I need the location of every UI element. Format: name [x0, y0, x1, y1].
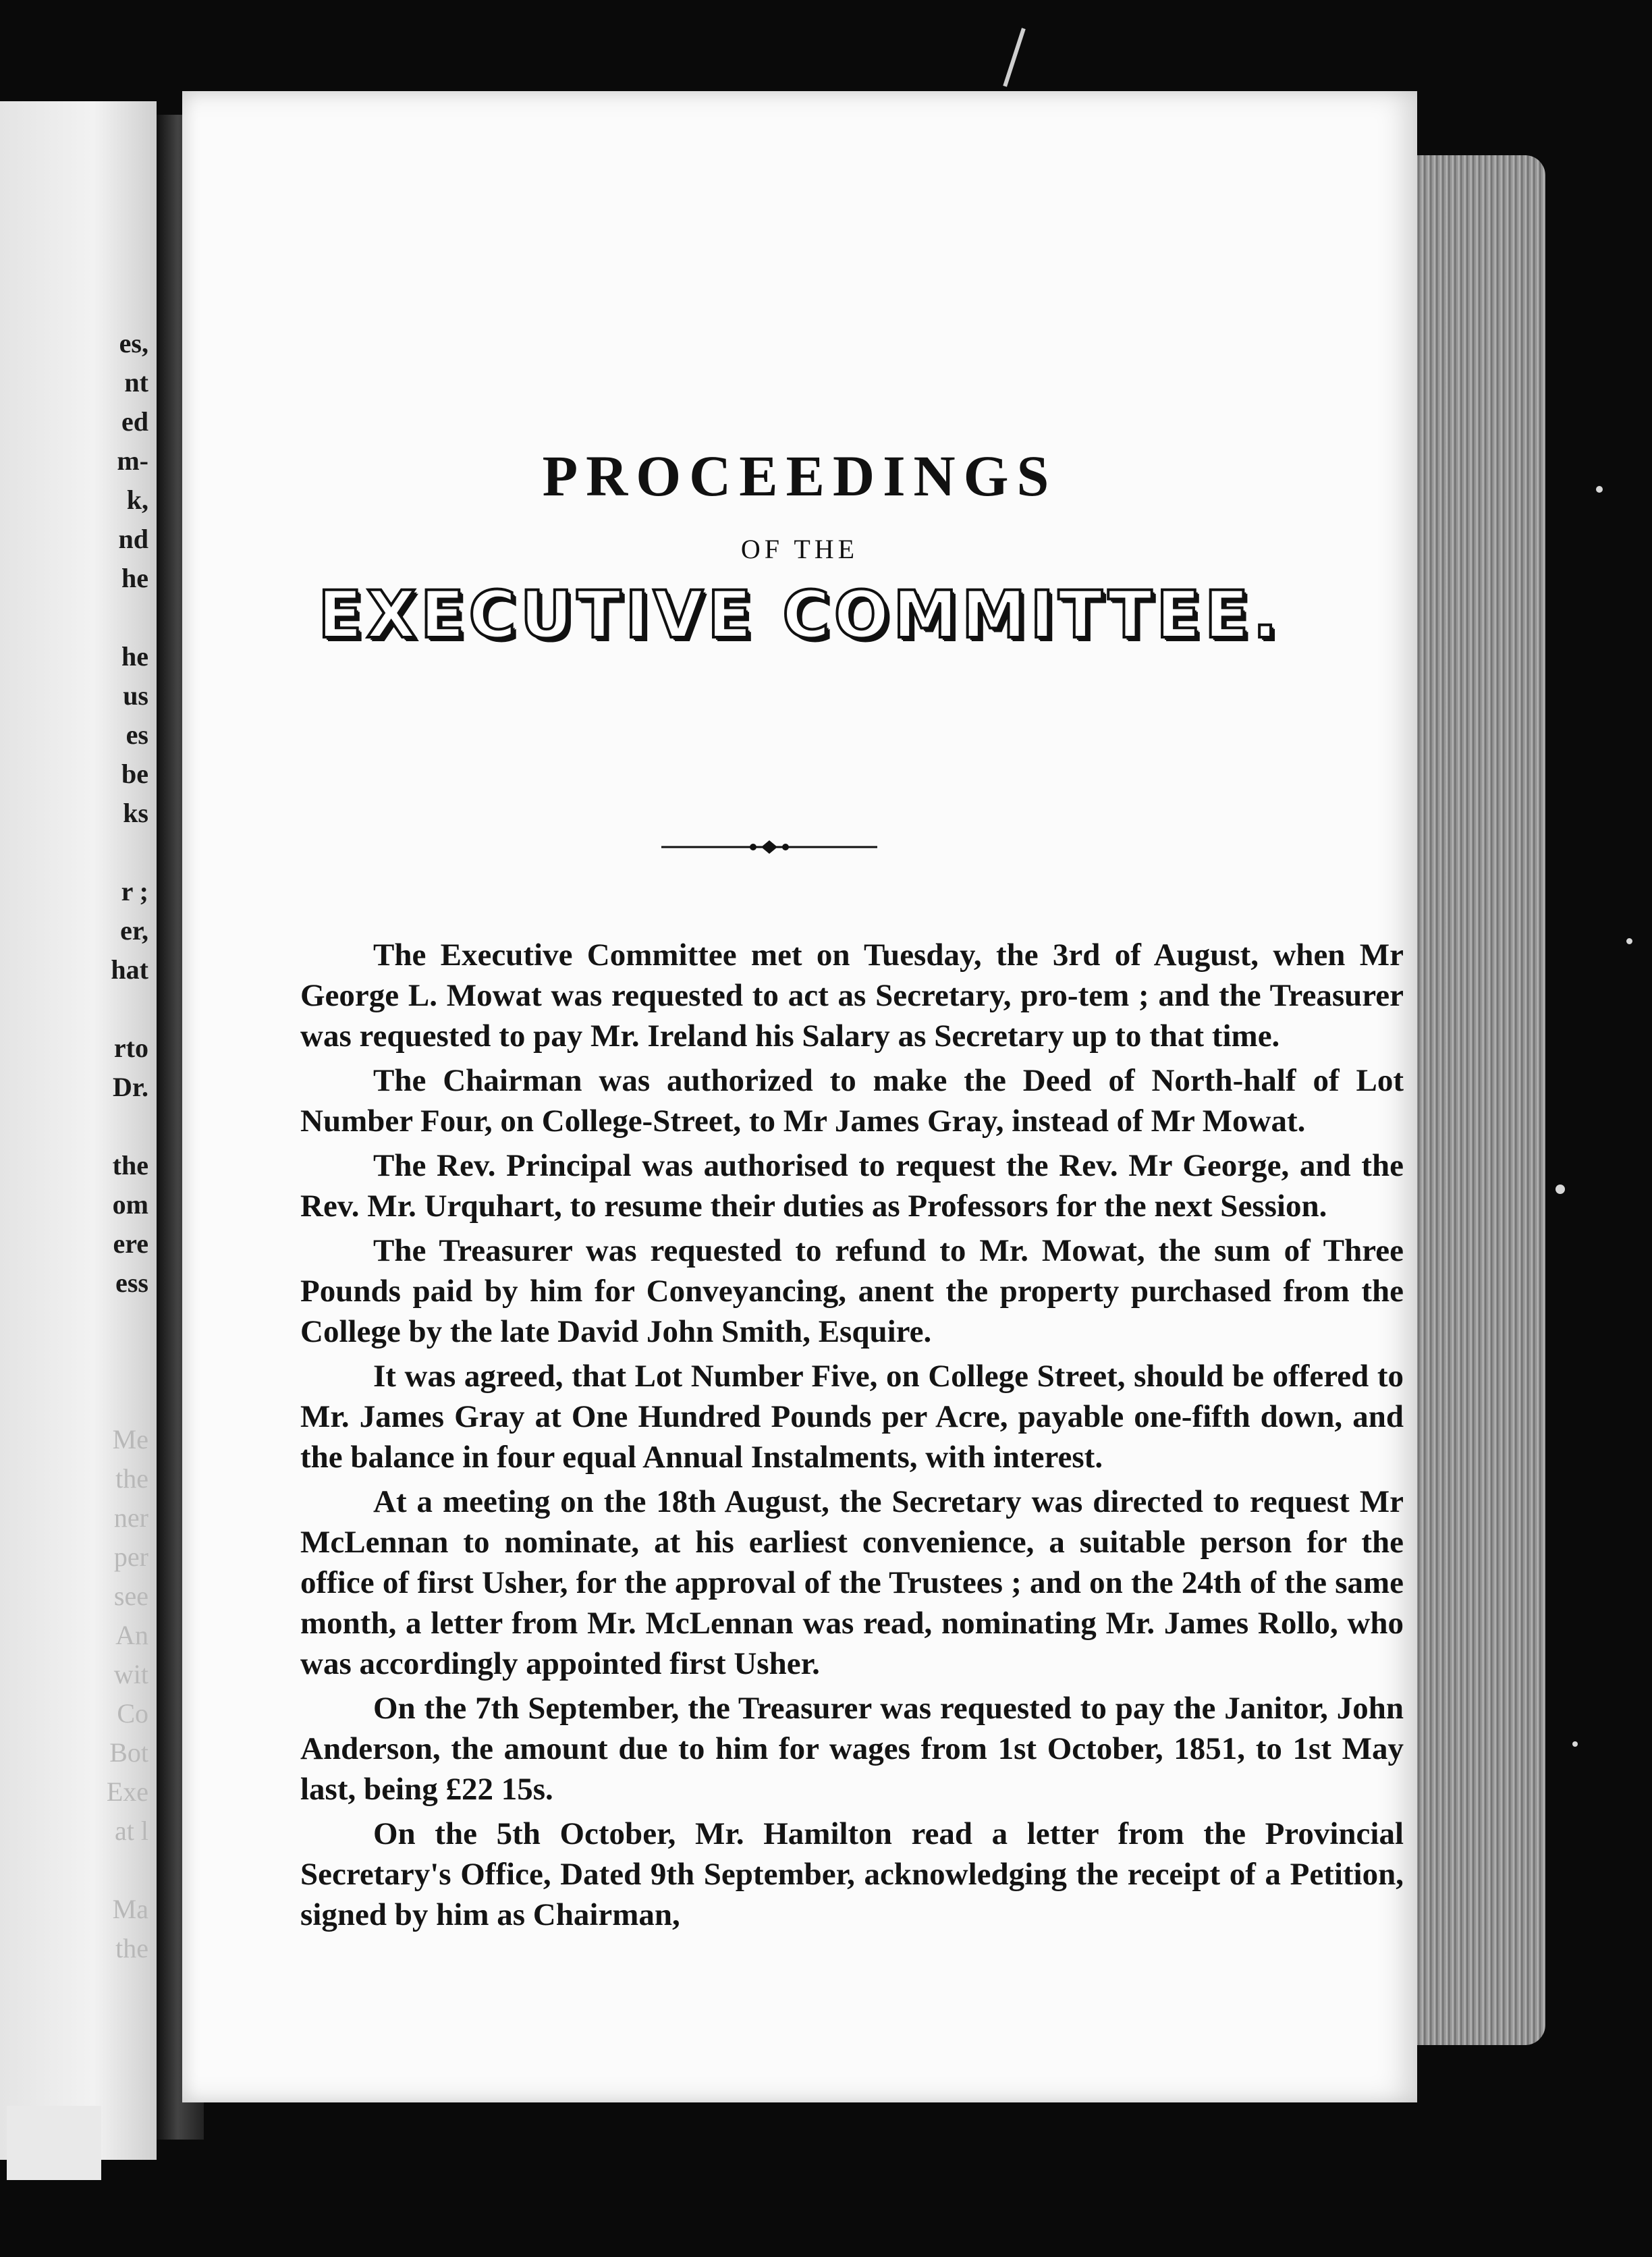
- left-fragment: om: [112, 1189, 148, 1220]
- paragraph: The Rev. Principal was authorised to request the Rev. Mr George, and the Rev. Mr. Urquhart, to resume their duties as Professors for the next Session.: [300, 1148, 1404, 1224]
- left-fragment: k,: [126, 485, 148, 515]
- left-page-text-fragments: [7, 324, 148, 1968]
- left-ghost-fragment: [7, 1303, 148, 1342]
- left-ghost-fragment: Bot: [109, 1737, 148, 1768]
- left-ghost-fragment: Me: [112, 1424, 148, 1454]
- paragraph: At a meeting on the 18th August, the Secretary was directed to request Mr McLennan to nominate, at his earliest convenience, a suitable person for the office of first Usher, for the approval of the Trustees ; and on the 24th of the same month, a letter from Mr. McLennan was read, nominating Mr. James Rollo, who was accordingly appointed first Usher.: [300, 1484, 1404, 1681]
- paragraph: The Executive Committee met on Tuesday, the 3rd of August, when Mr George L. Mowat was requested to act as Secretary, pro-tem ; and the Treasurer was requested to pay Mr. Ireland his Salary as Secretary up to that time.: [300, 937, 1404, 1054]
- left-fragment: he: [121, 641, 148, 672]
- left-fragment: rto: [113, 1033, 148, 1063]
- left-ghost-fragment: the: [115, 1463, 148, 1494]
- dust-speck: [1596, 486, 1603, 493]
- left-fragment: [7, 1107, 148, 1146]
- left-fragment: he: [121, 563, 148, 593]
- left-fragment: [7, 833, 148, 872]
- left-fragment: us: [123, 680, 148, 711]
- left-ghost-fragment: per: [113, 1542, 148, 1572]
- left-ghost-fragment: [7, 1381, 148, 1420]
- left-ghost-fragment: the: [115, 1933, 148, 1963]
- left-fragment: [7, 989, 148, 1029]
- left-fragment: hat: [111, 954, 148, 985]
- left-ghost-fragment: An: [115, 1620, 148, 1650]
- committee-heading: EXECUTIVE COMMITTEE.: [318, 577, 1282, 653]
- left-fragment: nd: [118, 524, 148, 554]
- left-ghost-fragment: wit: [113, 1659, 148, 1689]
- paragraph: On the 7th September, the Treasurer was requested to pay the Janitor, John Anderson, the amount due to him for wages from 1st October, 1851, to 1st May last, being £22 15s.: [300, 1691, 1404, 1807]
- left-fragment: ere: [113, 1228, 148, 1259]
- film-scratch: [1003, 28, 1026, 86]
- left-ghost-fragment: [7, 1342, 148, 1381]
- left-fragment: ed: [121, 406, 148, 437]
- left-fragment: ess: [115, 1268, 148, 1298]
- left-fragment: es: [126, 719, 148, 750]
- ornament-rule-icon: [661, 837, 877, 857]
- left-ghost-fragment: at l: [115, 1816, 148, 1846]
- left-ghost-fragment: ner: [113, 1502, 148, 1533]
- left-fragment: Dr.: [113, 1072, 148, 1102]
- left-ghost-fragment: [7, 1851, 148, 1890]
- left-ghost-fragment: Ma: [112, 1894, 148, 1924]
- page-subtitle: OF THE: [740, 534, 859, 564]
- paragraph: The Treasurer was requested to refund to Mr. Mowat, the sum of Three Pounds paid by him for Conveyancing, anent the property purchased from the College by the late David John Smith, Esquire.: [300, 1233, 1404, 1349]
- main-page: [182, 91, 1417, 2102]
- proceedings-body: [300, 935, 1404, 1939]
- left-fragment: ks: [123, 798, 148, 828]
- left-fragment: es,: [119, 328, 148, 358]
- left-fragment: r ;: [121, 876, 148, 906]
- left-fragment: [7, 598, 148, 637]
- dust-speck: [1626, 938, 1632, 944]
- dust-speck: [1572, 1741, 1578, 1747]
- left-facing-page: [0, 101, 157, 2160]
- left-fragment: m-: [117, 445, 148, 476]
- left-ghost-fragment: Exe: [106, 1776, 148, 1807]
- left-ghost-fragment: see: [113, 1581, 148, 1611]
- paragraph: The Chairman was authorized to make the Deed of North-half of Lot Number Four, on College-Street, to Mr James Gray, instead of Mr Mowat.: [300, 1063, 1404, 1139]
- page-title: PROCEEDINGS: [542, 443, 1057, 508]
- dust-speck: [1555, 1185, 1565, 1194]
- left-ghost-fragment: Co: [117, 1698, 148, 1729]
- page-corner: [7, 2106, 101, 2180]
- left-fragment: er,: [120, 915, 148, 946]
- left-fragment: the: [112, 1150, 148, 1180]
- paragraph: It was agreed, that Lot Number Five, on College Street, should be offered to Mr. James Gray at One Hundred Pounds per Acre, payable one-fifth down, and the balance in four equal Annual Instalments, with interest.: [300, 1359, 1404, 1475]
- left-fragment: be: [121, 759, 148, 789]
- left-fragment: nt: [124, 367, 148, 398]
- paragraph: On the 5th October, Mr. Hamilton read a letter from the Provincial Secretary's Office, Dated 9th September, acknowledging the receipt of a Petition, signed by him as Chairman,: [300, 1816, 1404, 1932]
